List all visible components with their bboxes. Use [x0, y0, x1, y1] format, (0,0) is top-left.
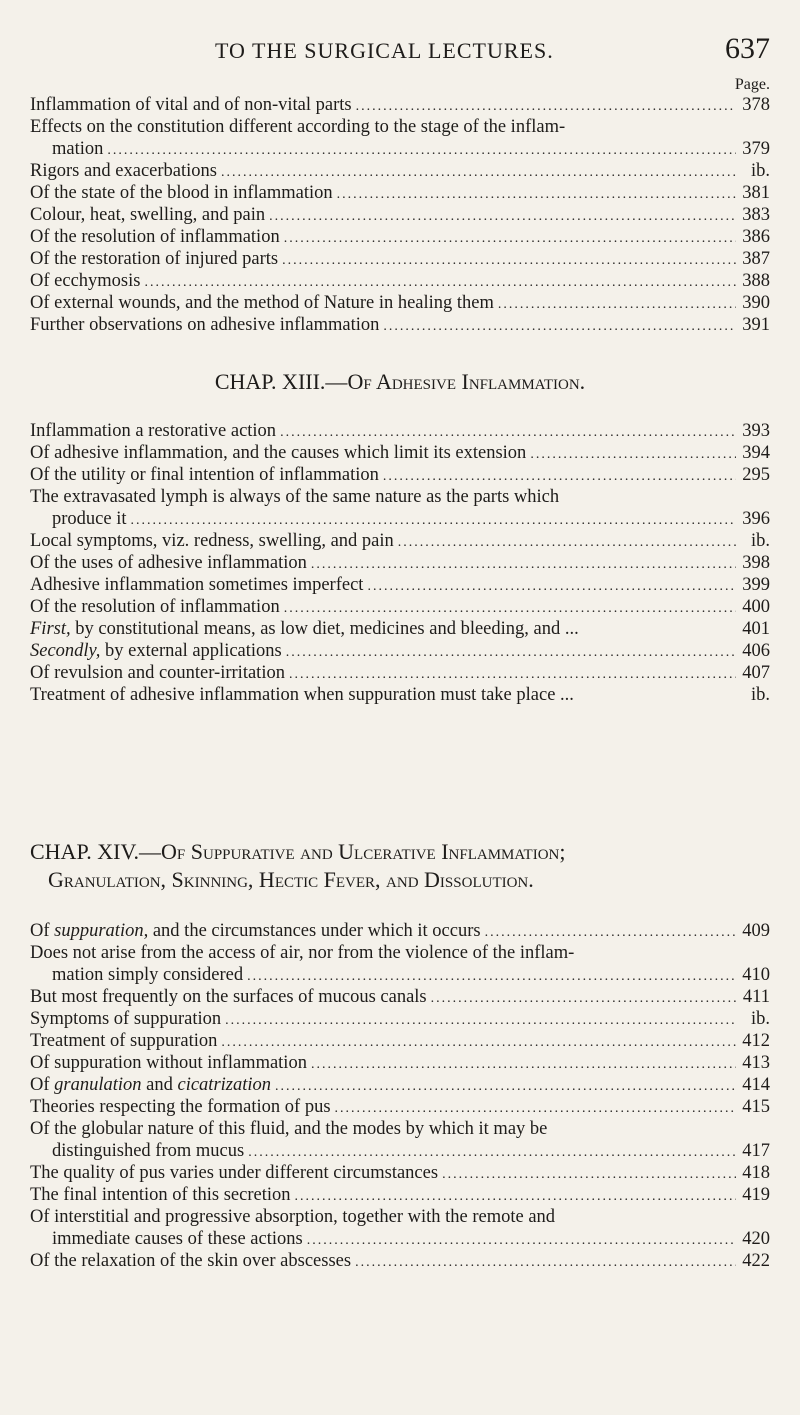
- contents-entry-line: Of interstitial and progressive absorption, together with the remote and: [30, 1207, 556, 1227]
- chapter-14-title-line-2: Granulation, Skinning, Hectic Fever, and Dissolution.: [48, 867, 534, 892]
- contents-entry: Colour, heat, swelling, and pain ..... 383: [30, 204, 770, 226]
- contents-entry: Further observations on adhesive inflammation ..... 391: [30, 314, 770, 336]
- contents-entry: Treatment of adhesive inflammation when suppuration must take place ... ib.: [30, 685, 770, 705]
- contents-entry: Of the resolution of inflammation ..... 400: [30, 596, 770, 618]
- contents-entry: produce it ..... 396: [30, 508, 770, 530]
- running-head: [0, 34, 800, 66]
- chapter-13-heading: [30, 368, 770, 396]
- contents-entry: The quality of pus varies under different circumstances ..... 418: [30, 1162, 770, 1184]
- contents-entry: Of the utility or final intention of inflammation ..... 295: [30, 464, 770, 486]
- contents-entry: Of suppuration without inflammation ..... 413: [30, 1052, 770, 1074]
- contents-entry: First, by constitutional means, as low diet, medicines and bleeding, and ... 401: [30, 619, 770, 639]
- contents-entry-line: Of the globular nature of this fluid, and the modes by which it may be: [30, 1119, 548, 1139]
- contents-entry: The final intention of this secretion ..... 419: [30, 1184, 770, 1206]
- contents-section-2: [30, 420, 770, 706]
- contents-entry-line: Does not arise from the access of air, nor from the violence of the inflam-: [30, 943, 575, 963]
- contents-entry: Secondly, by external applications ..... 406: [30, 640, 770, 662]
- contents-entry: Of adhesive inflammation, and the causes which limit its extension ..... 394: [30, 442, 770, 464]
- chapter-14-title-line-1: Of Suppurative and Ulcerative Inflammation;: [161, 839, 566, 864]
- contents-entry: Of the restoration of injured parts ..... 387: [30, 248, 770, 270]
- contents-entry: Treatment of suppuration ..... 412: [30, 1030, 770, 1052]
- contents-section-1: [30, 94, 770, 336]
- contents-entry: mation ..... 379: [30, 138, 770, 160]
- contents-entry: But most frequently on the surfaces of mucous canals ..... 411: [30, 986, 770, 1008]
- chapter-13-label: CHAP. XIII.—: [214, 369, 348, 394]
- chapter-14-label: CHAP. XIV.—: [30, 839, 162, 864]
- contents-entry: Of revulsion and counter-irritation ..... 407: [30, 662, 770, 684]
- chapter-13-title: Of Adhesive Inflammation.: [347, 369, 586, 394]
- contents-entry: Local symptoms, viz. redness, swelling, and pain ..... ib.: [30, 530, 770, 552]
- contents-entry: Of suppuration, and the circumstances under which it occurs ..... 409: [30, 920, 770, 942]
- page-number: 637: [725, 32, 770, 65]
- page-column-label: Page.: [734, 76, 770, 93]
- contents-entry: Of ecchymosis ..... 388: [30, 270, 770, 292]
- contents-entry-line: Effects on the constitution different according to the stage of the inflam-: [30, 117, 566, 137]
- contents-entry: distinguished from mucus ..... 417: [30, 1140, 770, 1162]
- contents-entry: Of the resolution of inflammation ..... 386: [30, 226, 770, 248]
- contents-entry: immediate causes of these actions ..... 420: [30, 1228, 770, 1250]
- contents-entry: Rigors and exacerbations ..... ib.: [30, 160, 770, 182]
- contents-entry: mation simply considered ..... 410: [30, 964, 770, 986]
- contents-entry: Of external wounds, and the method of Nature in healing them ..... 390: [30, 292, 770, 314]
- contents-entry: Of the uses of adhesive inflammation ..... 398: [30, 552, 770, 574]
- contents-entry: Of granulation and cicatrization ..... 414: [30, 1074, 770, 1096]
- contents-entry: Inflammation of vital and of non-vital parts ..... 378: [30, 94, 770, 116]
- contents-entry: Of the relaxation of the skin over abscesses ..... 422: [30, 1250, 770, 1272]
- contents-entry: Theories respecting the formation of pus ..... 415: [30, 1096, 770, 1118]
- contents-entry: Adhesive inflammation sometimes imperfect ..... 399: [30, 574, 770, 596]
- contents-section-3: [30, 920, 770, 1272]
- contents-entry-line: The extravasated lymph is always of the same nature as the parts which: [30, 487, 560, 507]
- contents-entry: Symptoms of suppuration ..... ib.: [30, 1008, 770, 1030]
- chapter-14-heading: [30, 838, 770, 894]
- contents-entry: Inflammation a restorative action ..... 393: [30, 420, 770, 442]
- running-head-title: TO THE SURGICAL LECTURES.: [215, 38, 554, 63]
- contents-entry: Of the state of the blood in inflammation ..... 381: [30, 182, 770, 204]
